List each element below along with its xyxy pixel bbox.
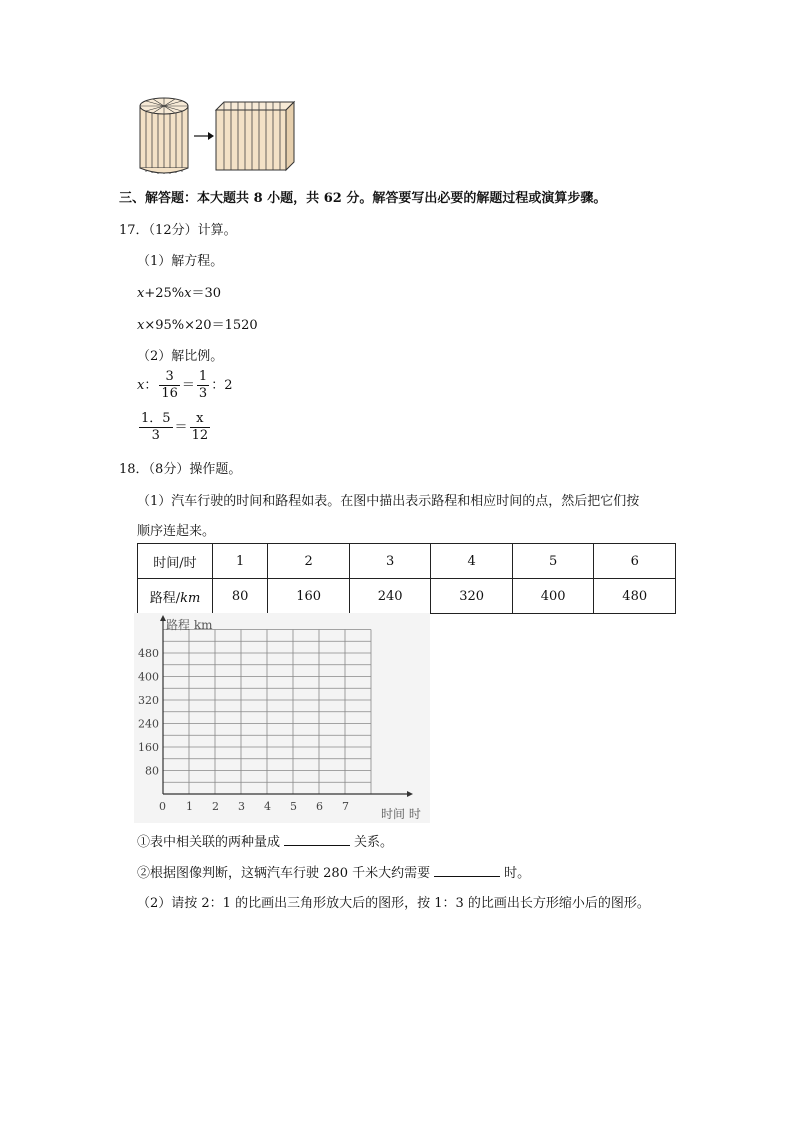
table-cell: 160 <box>268 579 350 614</box>
section-instructions: 分。解答要写出必要的解题过程或演算步骤。 <box>346 191 607 206</box>
x-tick-label: 2 <box>212 800 219 813</box>
section-three-heading <box>119 187 606 206</box>
circle-one-icon: ① <box>137 835 151 850</box>
cuboid-drawing <box>216 102 294 170</box>
table-cell: 80 <box>213 579 268 614</box>
x-tick-label: 0 <box>159 800 166 813</box>
q18-part1-line2: 顺序连起来。 <box>137 524 216 539</box>
time-distance-table <box>137 543 676 614</box>
q17-part2-title: （2）解比例。 <box>137 349 224 364</box>
answer-blank-2[interactable] <box>434 864 500 877</box>
answer-blank-1[interactable] <box>284 833 350 846</box>
y-axis-label: 路程 km <box>166 618 213 632</box>
y-tick-label: 80 <box>145 764 159 778</box>
y-tick-label: 320 <box>138 694 159 707</box>
q18-sub1: ①表中相关联的两种量成 关系。 <box>137 835 394 850</box>
fraction-x-over-12: $\frac{x}{12}$ <box>191 411 209 443</box>
table-cell: 400 <box>512 579 594 614</box>
question-17-header: 17．（12分）计算。 <box>119 223 237 238</box>
q18-part1-line1: （1）汽车行驶的时间和路程如表。在图中描出表示路程和相应时间的点，然后把它们按 <box>137 494 640 509</box>
section-title: 解答题：本大题共 <box>145 191 250 206</box>
q18-sub2: ②根据图像判断，这辆汽车行驶 280 千米大约需要 时。 <box>137 866 531 881</box>
table-cell: 6 <box>594 544 676 579</box>
y-tick-label: 480 <box>138 647 159 660</box>
table-row-time <box>138 544 676 579</box>
total-score: 62 <box>323 191 342 206</box>
x-tick-label: 7 <box>342 800 349 813</box>
table-cell: 480 <box>594 579 676 614</box>
section-mid-text: 小题，共 <box>267 191 320 206</box>
fraction-3-16: $\frac{3}{16}$ <box>161 369 178 401</box>
x-tick-label: 4 <box>264 800 271 813</box>
question-count: 8 <box>253 191 263 206</box>
y-tick-label: 240 <box>138 717 159 731</box>
cylinder-to-cuboid-figure <box>136 96 302 174</box>
table-cell: 240 <box>349 579 431 614</box>
x-tick-label: 1 <box>186 800 193 813</box>
table-cell: 1 <box>213 544 268 579</box>
table-cell: 4 <box>431 544 513 579</box>
proportion-1: x： $\frac{3}{16}$ ＝ $\frac{1}{3}$ ：2 <box>137 369 233 401</box>
y-tick-label: 400 <box>138 670 159 684</box>
table-cell: 3 <box>349 544 431 579</box>
x-axis-label: 时间 时 <box>381 807 421 821</box>
y-tick-label: 160 <box>138 741 159 754</box>
table-header-time: 时间/时 <box>138 544 213 579</box>
time-distance-grid-chart[interactable] <box>134 613 430 823</box>
table-header-distance: 路程/km <box>138 579 213 614</box>
equation-2: x×95%×20＝1520 <box>137 318 258 333</box>
x-tick-label: 3 <box>238 800 245 813</box>
cylinder-drawing <box>140 98 188 174</box>
circle-two-icon: ② <box>137 866 151 881</box>
proportion-2: $\frac{1.5}{3}$ ＝ $\frac{x}{12}$ <box>141 411 209 443</box>
table-row-distance <box>138 579 676 614</box>
chart-background <box>134 613 430 823</box>
table-cell: 2 <box>268 544 350 579</box>
x-tick-label: 5 <box>290 800 297 813</box>
fraction-1-5-over-3: $\frac{1.5}{3}$ <box>141 411 171 443</box>
equation-1: x+25%x＝30 <box>137 286 222 301</box>
table-cell: 320 <box>431 579 513 614</box>
fraction-1-3: $\frac{1}{3}$ <box>198 369 208 401</box>
section-number: 三、 <box>119 191 146 206</box>
x-tick-label: 6 <box>316 800 323 813</box>
question-18-header: 18．（8分）操作题。 <box>119 462 242 477</box>
arrow-right-icon <box>194 132 214 140</box>
q18-part2: （2）请按 2：1 的比画出三角形放大后的图形，按 1：3 的比画出长方形缩小后的图形。 <box>137 896 650 911</box>
table-cell: 5 <box>512 544 594 579</box>
q17-part1-title: （1）解方程。 <box>137 254 224 269</box>
